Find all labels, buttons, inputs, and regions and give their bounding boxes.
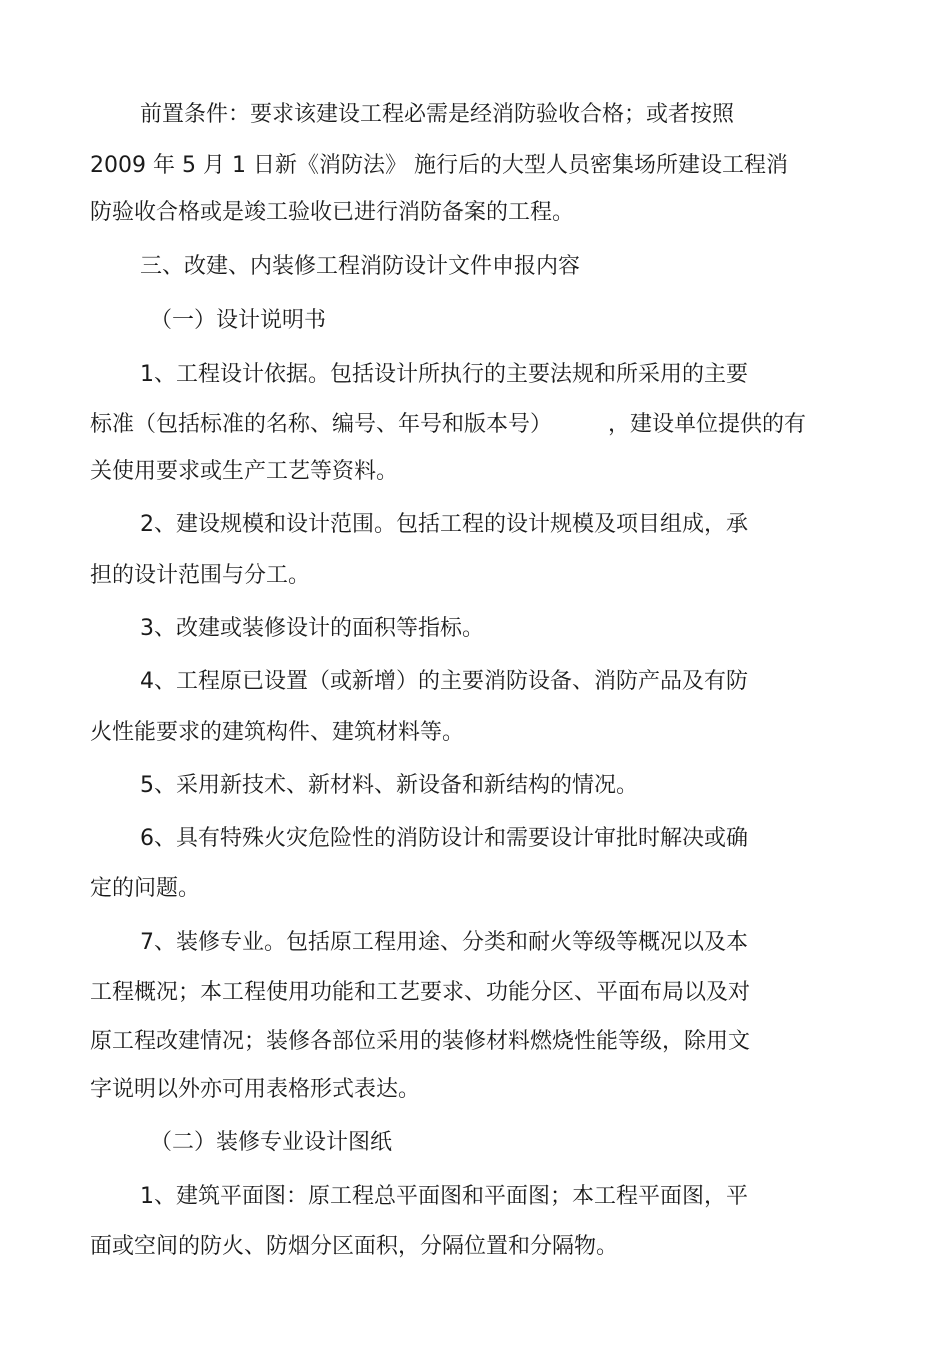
paragraph-line: 3、改建或装修设计的面积等指标。	[140, 616, 484, 641]
paragraph-line: 字说明以外亦可用表格形式表达。	[90, 1077, 421, 1102]
paragraph-line: 2、建设规模和设计范围。包括工程的设计规模及项目组成，承	[140, 512, 748, 537]
subsection-heading: （一）设计说明书	[150, 308, 327, 333]
paragraph-line: 1、工程设计依据。包括设计所执行的主要法规和所采用的主要	[140, 362, 748, 387]
section-heading: 三、改建、内装修工程消防设计文件申报内容	[140, 254, 581, 279]
paragraph-line: 标准（包括标准的名称、编号、年号和版本号） ，建设单位提供的有	[90, 412, 806, 437]
paragraph-line: 前置条件：要求该建设工程必需是经消防验收合格；或者按照	[140, 102, 735, 127]
paragraph-line: 2009 年 5 月 1 日新《消防法》 施行后的大型人员密集场所建设工程消	[90, 153, 788, 178]
paragraph-line: 定的问题。	[90, 876, 201, 901]
paragraph-line: 面或空间的防火、防烟分区面积，分隔位置和分隔物。	[90, 1234, 619, 1259]
paragraph-line: 担的设计范围与分工。	[90, 563, 311, 588]
paragraph-line: 工程概况；本工程使用功能和工艺要求、功能分区、平面布局以及对	[90, 980, 751, 1005]
paragraph-line: 1、建筑平面图：原工程总平面图和平面图；本工程平面图，平	[140, 1184, 748, 1209]
paragraph-line: 4、工程原已设置（或新增）的主要消防设备、消防产品及有防	[140, 669, 748, 694]
paragraph-line: 防验收合格或是竣工验收已进行消防备案的工程。	[90, 200, 575, 225]
paragraph-line: 火性能要求的建筑构件、建筑材料等。	[90, 720, 465, 745]
paragraph-line: 6、具有特殊火灾危险性的消防设计和需要设计审批时解决或确	[140, 826, 748, 851]
subsection-heading: （二）装修专业设计图纸	[150, 1130, 393, 1155]
paragraph-line: 关使用要求或生产工艺等资料。	[90, 459, 399, 484]
paragraph-line: 5、采用新技术、新材料、新设备和新结构的情况。	[140, 773, 638, 798]
paragraph-line: 原工程改建情况；装修各部位采用的装修材料燃烧性能等级，除用文	[90, 1029, 751, 1054]
paragraph-line: 7、装修专业。包括原工程用途、分类和耐火等级等概况以及本	[140, 930, 748, 955]
